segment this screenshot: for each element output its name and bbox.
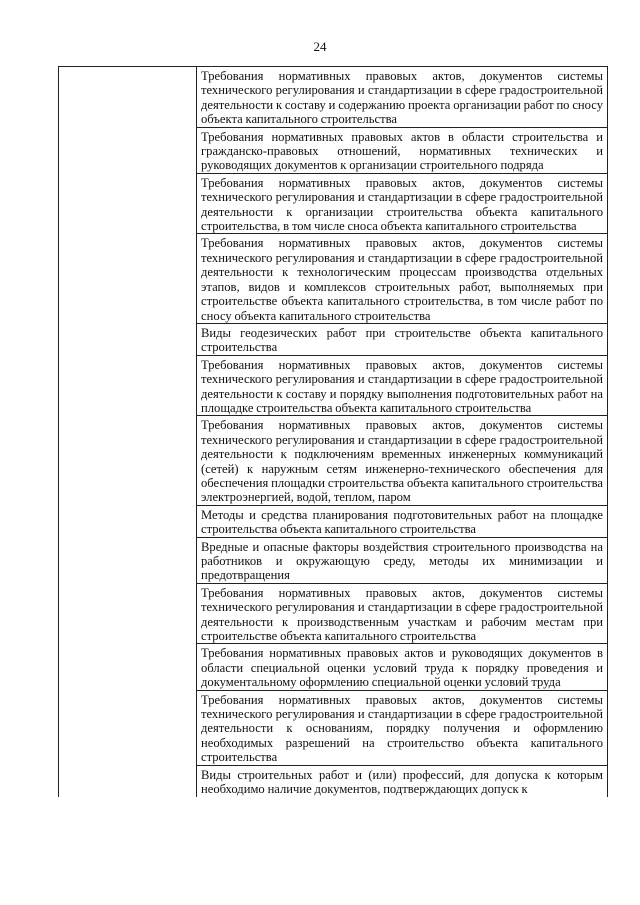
table-row — [59, 67, 608, 128]
requirements-table — [58, 66, 608, 797]
requirement-cell — [197, 765, 608, 796]
requirement-cell — [197, 644, 608, 690]
requirement-text: Требования нормативных правовых актов, документов системы технического регулирования и стандартизации в сфере градостроительной деятельности к подключениям временных инженерных коммуникаций (сетей) к наружным сетям инженерно-технического обеспечения для обеспечения площадки строительства объекта капитального строительства электроэнергией, водой, теплом, паром — [201, 418, 603, 505]
requirement-text: Требования нормативных правовых актов и руководящих документов в области специальной оценки условий труда к порядку проведения и документальному оформлению специальной оценки условий труда — [201, 646, 603, 690]
requirement-text: Методы и средства планирования подготовительных работ на площадке строительства объекта капитального строительства — [201, 507, 603, 537]
requirement-cell — [197, 505, 608, 537]
requirement-cell — [197, 355, 608, 416]
section-label-cell — [59, 67, 197, 797]
requirement-text: Требования нормативных правовых актов, документов системы технического регулирования и стандартизации в сфере градостроительной деятельности к основаниям, порядку получения и оформлению необходимых разрешений на строительство объекта капитального строительства — [201, 692, 603, 765]
requirement-text: Виды геодезических работ при строительстве объекта капитального строительства — [201, 325, 603, 355]
requirement-text: Требования нормативных правовых актов, документов системы технического регулирования и стандартизации в сфере градостроительной деятельности к организации строительства объекта капитального строительства, в том числе сноса объекта капитального строительства — [201, 175, 603, 234]
requirement-cell — [197, 67, 608, 128]
requirement-cell — [197, 323, 608, 355]
requirement-text: Требования нормативных правовых актов, документов системы технического регулирования и стандартизации в сфере градостроительной деятельности к производственным участкам и рабочим местам при строительстве объекта капитального строительства — [201, 585, 603, 644]
requirement-text: Требования нормативных правовых актов, документов системы технического регулирования и стандартизации в сфере градостроительной деятельности к составу и порядку выполнения подготовительных работ на площадке строительства объекта капитального строительства — [201, 357, 603, 415]
requirement-text: Требования нормативных правовых актов, документов системы технического регулирования и стандартизации в сфере градостроительной деятельности к составу и содержанию проекта организации работ по сносу объекта капитального строительства — [201, 69, 603, 127]
requirement-cell — [197, 583, 608, 644]
requirement-text: Виды строительных работ и (или) профессий, для допуска к которым необходимо наличие документов, подтверждающих допуск к — [201, 767, 603, 797]
requirement-cell — [197, 537, 608, 583]
page-number: 24 — [313, 39, 327, 54]
requirement-cell — [197, 127, 608, 173]
requirement-text: Требования нормативных правовых актов, документов системы технического регулирования и стандартизации в сфере градостроительной деятельности к технологическим процессам производства отдельных этапов, видов и комплексов строительных работ, выполняемых при строительстве объекта капитального строительства, в том числе работ по сносу объекта капитального строительства — [201, 236, 603, 323]
requirement-text: Требования нормативных правовых актов в области строительства и гражданско-правовых отношений, нормативных технических и руководящих документов к организации строительного подряда — [201, 129, 603, 173]
requirement-cell — [197, 690, 608, 765]
requirement-cell — [197, 416, 608, 505]
requirement-cell — [197, 173, 608, 234]
requirement-cell — [197, 234, 608, 323]
requirement-text: Вредные и опасные факторы воздействия строительного производства на работников и окружающую среду, методы их минимизации и предотвращения — [201, 539, 603, 583]
